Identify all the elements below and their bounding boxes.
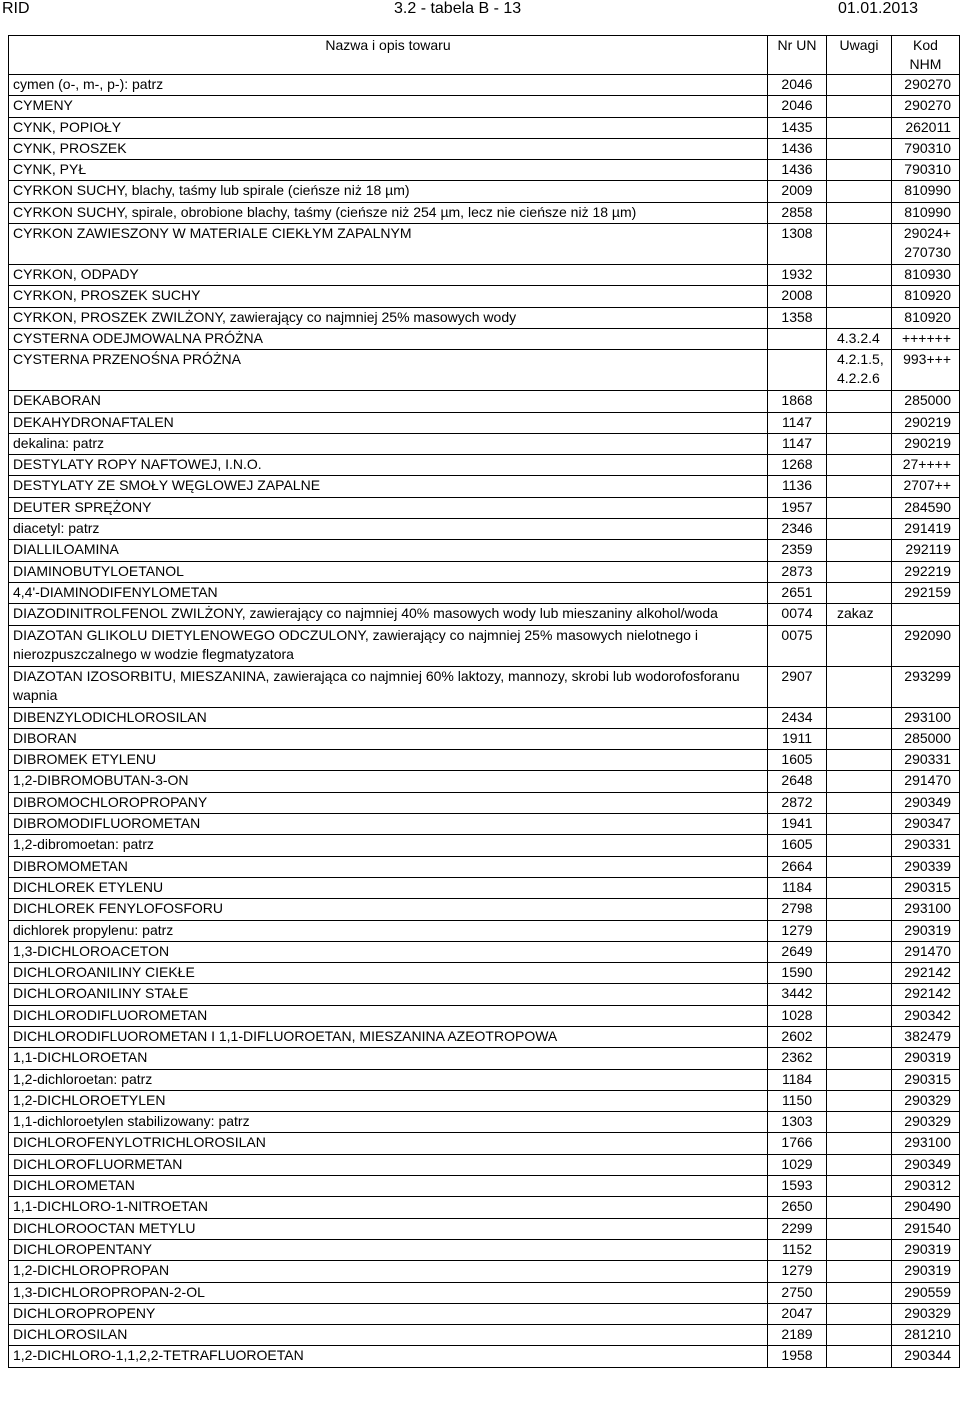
- cell-nr: 1941: [768, 814, 827, 835]
- cell-kod: 290319: [892, 1239, 960, 1260]
- cell-nr: 1184: [768, 877, 827, 898]
- cell-nr: 1152: [768, 1239, 827, 1260]
- cell-name: DICHLORODIFLUOROMETAN: [9, 1005, 768, 1026]
- cell-kod: 284590: [892, 497, 960, 518]
- cell-kod: 290315: [892, 877, 960, 898]
- cell-nr: 1593: [768, 1176, 827, 1197]
- table-row: [9, 728, 960, 749]
- cell-uwagi: 4.3.2.4: [827, 328, 892, 349]
- cell-nr: 2872: [768, 792, 827, 813]
- cell-uwagi: [827, 138, 892, 159]
- cell-name: DICHLOREK FENYLOFOSFORU: [9, 899, 768, 920]
- cell-kod: 292090: [892, 625, 960, 666]
- table-row: [9, 1239, 960, 1260]
- cell-uwagi: [827, 561, 892, 582]
- cell-nr: 2648: [768, 771, 827, 792]
- table-row: [9, 1197, 960, 1218]
- cell-nr: 1268: [768, 455, 827, 476]
- cell-name: diacetyl: patrz: [9, 519, 768, 540]
- cell-name: CYSTERNA ODEJMOWALNA PRÓŻNA: [9, 328, 768, 349]
- cell-nr: 2651: [768, 582, 827, 603]
- cell-nr: 2650: [768, 1197, 827, 1218]
- cell-kod: 292119: [892, 540, 960, 561]
- table-row: [9, 1303, 960, 1324]
- table-row: [9, 138, 960, 159]
- cell-uwagi: [827, 920, 892, 941]
- table-row: [9, 1261, 960, 1282]
- cell-name: DIBROMEK ETYLENU: [9, 750, 768, 771]
- cell-kod: 790310: [892, 138, 960, 159]
- table-row: [9, 455, 960, 476]
- cell-name: DIBORAN: [9, 728, 768, 749]
- cell-nr: 2189: [768, 1325, 827, 1346]
- cell-name: DIAZODINITROLFENOL ZWILŻONY, zawierający co najmniej 40% masowych wody lub mieszaniny alkohol/woda: [9, 604, 768, 625]
- cell-name: DIAZOTAN IZOSORBITU, MIESZANINA, zawierająca co najmniej 60% laktozy, mannozy, skrobi lub wodorofosforanu wapnia: [9, 666, 768, 707]
- cell-name: DIAZOTAN GLIKOLU DIETYLENOWEGO ODCZULONY, zawierający co najmniej 25% masowych nielotnego i nierozpuszczalnego w wodzie flegmatyzatora: [9, 625, 768, 666]
- cell-name: 1,1-dichloroetylen stabilizowany: patrz: [9, 1112, 768, 1133]
- table-row: [9, 877, 960, 898]
- table-row: [9, 582, 960, 603]
- cell-kod: 292159: [892, 582, 960, 603]
- table-row: [9, 350, 960, 391]
- cell-uwagi: [827, 814, 892, 835]
- cell-name: DICHLOROANILINY STAŁE: [9, 984, 768, 1005]
- cell-name: DICHLOROPENTANY: [9, 1239, 768, 1260]
- cell-nr: 1147: [768, 412, 827, 433]
- cell-name: DICHLOROOCTAN METYLU: [9, 1218, 768, 1239]
- header-left: RID: [2, 0, 30, 17]
- column-header-kod: Kod NHM: [892, 36, 960, 75]
- cell-uwagi: [827, 899, 892, 920]
- cell-uwagi: [827, 728, 892, 749]
- table-row: [9, 328, 960, 349]
- cell-uwagi: [827, 224, 892, 265]
- cell-name: 1,1-DICHLORO-1-NITROETAN: [9, 1197, 768, 1218]
- cell-uwagi: [827, 792, 892, 813]
- cell-nr: 1868: [768, 391, 827, 412]
- table-row: [9, 771, 960, 792]
- table-row: [9, 1325, 960, 1346]
- cell-uwagi: [827, 307, 892, 328]
- cell-nr: 1279: [768, 920, 827, 941]
- table-row: [9, 286, 960, 307]
- cell-name: dekalina: patrz: [9, 433, 768, 454]
- cell-uwagi: [827, 286, 892, 307]
- cell-name: DIAMINOBUTYLOETANOL: [9, 561, 768, 582]
- cell-uwagi: [827, 476, 892, 497]
- cell-kod: 290329: [892, 1303, 960, 1324]
- table-row: [9, 792, 960, 813]
- cell-uwagi: [827, 96, 892, 117]
- cell-nr: 1436: [768, 138, 827, 159]
- cell-uwagi: [827, 963, 892, 984]
- cell-name: 1,2-dichloroetan: patrz: [9, 1069, 768, 1090]
- table-row: [9, 920, 960, 941]
- table-row: [9, 1069, 960, 1090]
- cell-nr: 2046: [768, 75, 827, 96]
- cell-name: 1,3-DICHLOROACETON: [9, 941, 768, 962]
- cell-nr: 1279: [768, 1261, 827, 1282]
- cell-nr: 2907: [768, 666, 827, 707]
- cell-kod: 290312: [892, 1176, 960, 1197]
- cell-nr: 1605: [768, 750, 827, 771]
- cell-nr: 2362: [768, 1048, 827, 1069]
- table-row: [9, 1218, 960, 1239]
- cell-name: DIBENZYLODICHLOROSILAN: [9, 707, 768, 728]
- cell-name: cymen (o-, m-, p-): patrz: [9, 75, 768, 96]
- cell-kod: 290329: [892, 1090, 960, 1111]
- cell-kod: 290331: [892, 835, 960, 856]
- cell-name: DIBROMODIFLUOROMETAN: [9, 814, 768, 835]
- cell-kod: 293100: [892, 707, 960, 728]
- cell-kod: 810920: [892, 286, 960, 307]
- table-row: [9, 540, 960, 561]
- cell-name: CYRKON SUCHY, blachy, taśmy lub spirale (cieńsze niż 18 µm): [9, 181, 768, 202]
- cell-name: DIBROMOMETAN: [9, 856, 768, 877]
- cell-nr: 2664: [768, 856, 827, 877]
- cell-name: DIALLILOAMINA: [9, 540, 768, 561]
- cell-kod: 290315: [892, 1069, 960, 1090]
- cell-name: 1,2-DICHLORO-1,1,2,2-TETRAFLUOROETAN: [9, 1346, 768, 1367]
- cell-kod: 293100: [892, 899, 960, 920]
- cell-nr: 1435: [768, 117, 827, 138]
- cell-name: 4,4'-DIAMINODIFENYLOMETAN: [9, 582, 768, 603]
- table-row: [9, 497, 960, 518]
- cell-uwagi: [827, 835, 892, 856]
- cell-name: CYSTERNA PRZENOŚNA PRÓŻNA: [9, 350, 768, 391]
- cell-name: DESTYLATY ZE SMOŁY WĘGLOWEJ ZAPALNE: [9, 476, 768, 497]
- cell-nr: 2047: [768, 1303, 827, 1324]
- cell-kod: 2707++: [892, 476, 960, 497]
- cell-nr: 2649: [768, 941, 827, 962]
- cell-name: dichlorek propylenu: patrz: [9, 920, 768, 941]
- cell-name: 1,3-DICHLOROPROPAN-2-OL: [9, 1282, 768, 1303]
- cell-nr: 1136: [768, 476, 827, 497]
- cell-uwagi: [827, 1026, 892, 1047]
- cell-uwagi: [827, 1282, 892, 1303]
- cell-uwagi: [827, 1261, 892, 1282]
- cell-uwagi: [827, 771, 892, 792]
- cell-uwagi: [827, 1218, 892, 1239]
- cell-nr: 2346: [768, 519, 827, 540]
- table-row: [9, 75, 960, 96]
- cell-kod: 290219: [892, 433, 960, 454]
- cell-name: DICHLOROPROPENY: [9, 1303, 768, 1324]
- cell-uwagi: [827, 1325, 892, 1346]
- cell-kod: 290270: [892, 96, 960, 117]
- cell-nr: 1358: [768, 307, 827, 328]
- table-row: [9, 519, 960, 540]
- cell-nr: 2359: [768, 540, 827, 561]
- cell-name: DICHLOROFENYLOTRICHLOROSILAN: [9, 1133, 768, 1154]
- cell-name: CYNK, PYŁ: [9, 160, 768, 181]
- cell-uwagi: [827, 117, 892, 138]
- cell-kod: 27++++: [892, 455, 960, 476]
- cell-uwagi: [827, 497, 892, 518]
- cell-nr: 1150: [768, 1090, 827, 1111]
- table-row: [9, 1026, 960, 1047]
- cell-uwagi: [827, 1005, 892, 1026]
- cell-nr: 2602: [768, 1026, 827, 1047]
- cell-kod: 290339: [892, 856, 960, 877]
- cell-kod: 382479: [892, 1026, 960, 1047]
- cell-nr: 1590: [768, 963, 827, 984]
- cell-uwagi: zakaz: [827, 604, 892, 625]
- cell-nr: 1766: [768, 1133, 827, 1154]
- table-row: [9, 835, 960, 856]
- cell-nr: 2434: [768, 707, 827, 728]
- table-row: [9, 160, 960, 181]
- table-row: [9, 391, 960, 412]
- cell-uwagi: [827, 582, 892, 603]
- cell-kod: 790310: [892, 160, 960, 181]
- cell-name: CYRKON ZAWIESZONY W MATERIALE CIEKŁYM ZAPALNYM: [9, 224, 768, 265]
- cell-nr: 1958: [768, 1346, 827, 1367]
- cell-nr: 1605: [768, 835, 827, 856]
- table-row: [9, 963, 960, 984]
- cell-uwagi: [827, 750, 892, 771]
- table-header-row: [9, 36, 960, 75]
- cell-nr: 1147: [768, 433, 827, 454]
- cell-uwagi: [827, 1133, 892, 1154]
- cell-nr: 0074: [768, 604, 827, 625]
- cell-nr: 1303: [768, 1112, 827, 1133]
- cell-uwagi: [827, 1197, 892, 1218]
- cell-nr: 2046: [768, 96, 827, 117]
- cell-kod: 290347: [892, 814, 960, 835]
- table-row: [9, 1282, 960, 1303]
- cell-nr: [768, 350, 827, 391]
- cell-kod: 262011: [892, 117, 960, 138]
- cell-uwagi: [827, 391, 892, 412]
- cell-name: DESTYLATY ROPY NAFTOWEJ, I.N.O.: [9, 455, 768, 476]
- cell-kod: 281210: [892, 1325, 960, 1346]
- cell-name: CYMENY: [9, 96, 768, 117]
- cell-name: 1,2-DIBROMOBUTAN-3-ON: [9, 771, 768, 792]
- cell-uwagi: [827, 265, 892, 286]
- cell-kod: 292142: [892, 963, 960, 984]
- cell-kod: 290490: [892, 1197, 960, 1218]
- cell-nr: 2873: [768, 561, 827, 582]
- cell-nr: 1308: [768, 224, 827, 265]
- table-row: [9, 202, 960, 223]
- cell-nr: 1028: [768, 1005, 827, 1026]
- cell-uwagi: [827, 984, 892, 1005]
- cell-name: CYRKON, PROSZEK SUCHY: [9, 286, 768, 307]
- cell-name: DICHLOROMETAN: [9, 1176, 768, 1197]
- table-body: [9, 75, 960, 1368]
- cell-uwagi: [827, 202, 892, 223]
- table-row: [9, 433, 960, 454]
- cell-nr: 1436: [768, 160, 827, 181]
- cell-uwagi: [827, 707, 892, 728]
- cell-kod: 293100: [892, 1133, 960, 1154]
- cell-uwagi: [827, 540, 892, 561]
- cell-nr: 2750: [768, 1282, 827, 1303]
- table-row: [9, 96, 960, 117]
- table-row: [9, 941, 960, 962]
- cell-kod: 290329: [892, 1112, 960, 1133]
- cell-kod: 290342: [892, 1005, 960, 1026]
- cell-kod: 810990: [892, 181, 960, 202]
- table-row: [9, 814, 960, 835]
- table-row: [9, 1090, 960, 1111]
- cell-uwagi: [827, 941, 892, 962]
- table-row: [9, 1048, 960, 1069]
- cell-name: 1,2-dibromoetan: patrz: [9, 835, 768, 856]
- cell-kod: 293299: [892, 666, 960, 707]
- cell-kod: 290270: [892, 75, 960, 96]
- cell-nr: 2858: [768, 202, 827, 223]
- column-header-uwagi: Uwagi: [827, 36, 892, 75]
- cell-uwagi: [827, 1048, 892, 1069]
- cell-uwagi: [827, 433, 892, 454]
- table-row: [9, 265, 960, 286]
- cell-nr: 1911: [768, 728, 827, 749]
- header-title: 3.2 - tabela B - 13: [394, 0, 522, 17]
- table-row: [9, 707, 960, 728]
- cell-kod: 291470: [892, 941, 960, 962]
- cell-name: DICHLORODIFLUOROMETAN I 1,1-DIFLUOROETAN, MIESZANINA AZEOTROPOWA: [9, 1026, 768, 1047]
- cell-uwagi: [827, 625, 892, 666]
- cell-nr: 2009: [768, 181, 827, 202]
- table-row: [9, 1154, 960, 1175]
- cell-name: CYNK, PROSZEK: [9, 138, 768, 159]
- cell-nr: [768, 328, 827, 349]
- cell-nr: 1932: [768, 265, 827, 286]
- cell-kod: 810990: [892, 202, 960, 223]
- table-row: [9, 561, 960, 582]
- cell-name: 1,1-DICHLOROETAN: [9, 1048, 768, 1069]
- cell-kod: 290219: [892, 412, 960, 433]
- cell-uwagi: [827, 412, 892, 433]
- cell-nr: 1029: [768, 1154, 827, 1175]
- header-date: 01.01.2013: [838, 0, 919, 17]
- cell-uwagi: [827, 519, 892, 540]
- table-row: [9, 1133, 960, 1154]
- cell-uwagi: [827, 455, 892, 476]
- cell-uwagi: [827, 1346, 892, 1367]
- cell-kod: 290319: [892, 1261, 960, 1282]
- cell-nr: 1957: [768, 497, 827, 518]
- table-row: [9, 1346, 960, 1367]
- cell-uwagi: [827, 1112, 892, 1133]
- cell-name: CYRKON, ODPADY: [9, 265, 768, 286]
- table-row: [9, 750, 960, 771]
- column-header-nr: Nr UN: [768, 36, 827, 75]
- cell-name: DEKAHYDRONAFTALEN: [9, 412, 768, 433]
- cell-kod: 290349: [892, 792, 960, 813]
- cell-uwagi: [827, 1154, 892, 1175]
- cell-kod: 290559: [892, 1282, 960, 1303]
- table-row: [9, 604, 960, 625]
- table-row: [9, 412, 960, 433]
- cell-kod: 993+++: [892, 350, 960, 391]
- table-row: [9, 117, 960, 138]
- table-row: [9, 181, 960, 202]
- cell-name: DIBROMOCHLOROPROPANY: [9, 792, 768, 813]
- cell-kod: 285000: [892, 728, 960, 749]
- cell-kod: 810930: [892, 265, 960, 286]
- cell-kod: ++++++: [892, 328, 960, 349]
- cell-uwagi: [827, 856, 892, 877]
- cell-nr: 2008: [768, 286, 827, 307]
- cell-nr: 1184: [768, 1069, 827, 1090]
- table-row: [9, 984, 960, 1005]
- cell-name: 1,2-DICHLOROPROPAN: [9, 1261, 768, 1282]
- cell-kod: 810920: [892, 307, 960, 328]
- cell-kod: 292219: [892, 561, 960, 582]
- table-row: [9, 307, 960, 328]
- table-row: [9, 1112, 960, 1133]
- cell-uwagi: [827, 1176, 892, 1197]
- table-row: [9, 666, 960, 707]
- cell-kod: 291540: [892, 1218, 960, 1239]
- table-row: [9, 1176, 960, 1197]
- cell-kod: 292142: [892, 984, 960, 1005]
- cell-name: DICHLOROFLUORMETAN: [9, 1154, 768, 1175]
- cell-kod: 290349: [892, 1154, 960, 1175]
- column-header-name: Nazwa i opis towaru: [9, 36, 768, 75]
- table-row: [9, 1005, 960, 1026]
- cell-name: DICHLOREK ETYLENU: [9, 877, 768, 898]
- table-row: [9, 899, 960, 920]
- cell-name: 1,2-DICHLOROETYLEN: [9, 1090, 768, 1111]
- cell-uwagi: [827, 181, 892, 202]
- cell-name: DICHLOROANILINY CIEKŁE: [9, 963, 768, 984]
- cell-name: DEKABORAN: [9, 391, 768, 412]
- cell-nr: 2798: [768, 899, 827, 920]
- cell-kod: 290331: [892, 750, 960, 771]
- table-row: [9, 476, 960, 497]
- cell-uwagi: [827, 1090, 892, 1111]
- cell-uwagi: [827, 1239, 892, 1260]
- table-row: [9, 224, 960, 265]
- goods-table: [8, 35, 960, 1368]
- table-row: [9, 856, 960, 877]
- cell-uwagi: [827, 160, 892, 181]
- cell-uwagi: [827, 1069, 892, 1090]
- cell-name: CYRKON SUCHY, spirale, obrobione blachy, taśmy (cieńsze niż 254 µm, lecz nie cieńsze niż 18 µm): [9, 202, 768, 223]
- cell-nr: 3442: [768, 984, 827, 1005]
- cell-kod: 291470: [892, 771, 960, 792]
- cell-kod: 290344: [892, 1346, 960, 1367]
- cell-uwagi: [827, 877, 892, 898]
- page-header: [0, 0, 960, 26]
- cell-name: CYNK, POPIOŁY: [9, 117, 768, 138]
- cell-kod: [892, 604, 960, 625]
- cell-kod: 291419: [892, 519, 960, 540]
- cell-name: CYRKON, PROSZEK ZWILŻONY, zawierający co najmniej 25% masowych wody: [9, 307, 768, 328]
- table-row: [9, 625, 960, 666]
- cell-uwagi: [827, 75, 892, 96]
- cell-name: DICHLOROSILAN: [9, 1325, 768, 1346]
- cell-uwagi: [827, 666, 892, 707]
- cell-kod: 285000: [892, 391, 960, 412]
- cell-name: DEUTER SPRĘŻONY: [9, 497, 768, 518]
- cell-nr: 0075: [768, 625, 827, 666]
- cell-kod: 290319: [892, 920, 960, 941]
- cell-nr: 2299: [768, 1218, 827, 1239]
- cell-kod: 290319: [892, 1048, 960, 1069]
- cell-uwagi: 4.2.1.5, 4.2.2.6: [827, 350, 892, 391]
- cell-kod: 29024+ 270730: [892, 224, 960, 265]
- cell-uwagi: [827, 1303, 892, 1324]
